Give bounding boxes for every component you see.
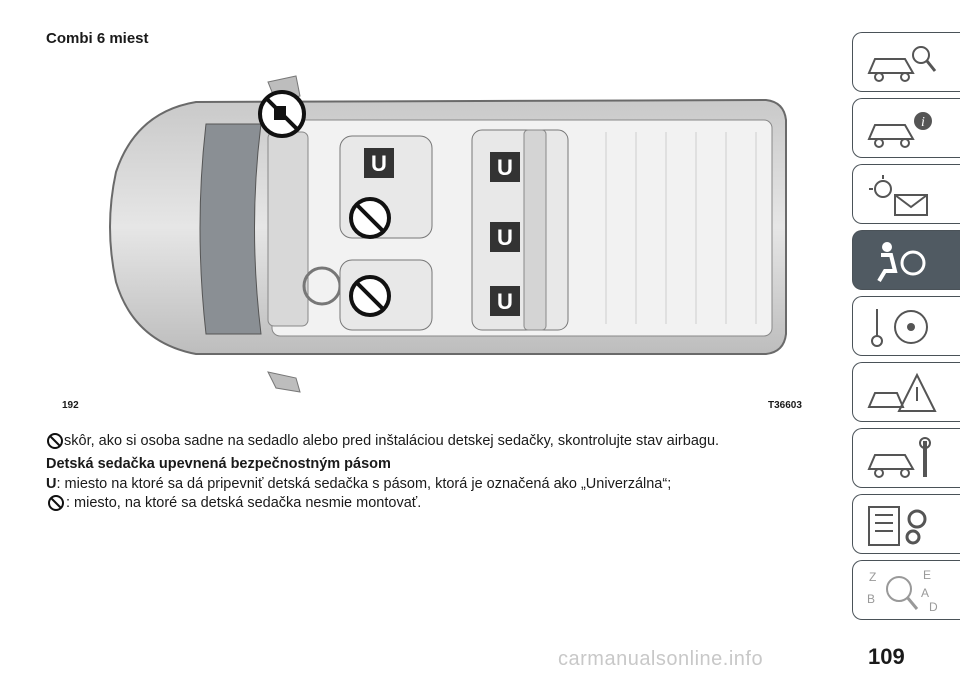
tab-emergency[interactable] [852, 362, 960, 422]
car-wrench-icon [861, 435, 941, 483]
page-title: Combi 6 miest [46, 30, 149, 47]
airbag-warning-icon [46, 433, 64, 449]
section-heading: Detská sedačka upevnená bezpečnostným pásom [46, 456, 391, 472]
checklist-gears-icon [861, 501, 941, 549]
tab-starting-driving[interactable] [852, 296, 960, 356]
seat-label-front: U [371, 151, 387, 176]
airbag-check-note [46, 433, 719, 449]
tab-maintenance[interactable] [852, 428, 960, 488]
airbag-warning-icon [260, 92, 304, 136]
universal-seat-legend [46, 476, 671, 492]
seat-label-rear-3: U [497, 289, 513, 314]
tab-technical-data[interactable] [852, 494, 960, 554]
warning-light-mail-icon [861, 171, 941, 219]
car-info-icon [861, 105, 941, 153]
watermark: carmanualsonline.info [558, 648, 764, 670]
svg-text:D: D [929, 600, 938, 614]
steering-key-icon [861, 303, 941, 351]
svg-text:A: A [921, 586, 930, 600]
prohibited-desc: : miesto, na ktoré sa detská sedačka nesmie montovať. [66, 495, 422, 511]
seat-label-rear-2: U [497, 225, 513, 250]
universal-desc: : miesto na ktoré sa dá pripevniť detská sedačka s pásom, ktorá je označená ako „Univerzálna“; [56, 476, 672, 492]
car-warning-triangle-icon [861, 369, 941, 417]
car-search-icon [861, 39, 941, 87]
prohibited-seat-legend [46, 494, 421, 512]
prohibited-icon [351, 199, 389, 237]
tab-index[interactable] [852, 560, 960, 620]
seat-airbag-icon [861, 237, 941, 285]
page-number: 109 [868, 644, 905, 669]
svg-text:i: i [921, 115, 925, 130]
figure-number: 192 [62, 400, 79, 411]
svg-text:E: E [923, 568, 932, 582]
tab-car-info[interactable] [852, 98, 960, 158]
alphabet-index-icon [861, 567, 941, 615]
prohibited-icon [46, 494, 66, 512]
airbag-check-text: skôr, ako si osoba sadne na sedadlo alebo pred inštaláciou detskej sedačky, skontrolujte stav airbagu. [64, 433, 720, 449]
tab-warning-lights[interactable] [852, 164, 960, 224]
tab-car-search[interactable] [852, 32, 960, 92]
universal-key: U [46, 476, 57, 492]
tab-safety[interactable] [852, 230, 960, 290]
svg-text:Z: Z [869, 570, 877, 584]
prohibited-icon [351, 277, 389, 315]
seat-label-rear-1: U [497, 155, 513, 180]
figure-code: T36603 [768, 400, 802, 411]
van-top-view-figure [46, 72, 816, 422]
svg-text:B: B [867, 592, 876, 606]
